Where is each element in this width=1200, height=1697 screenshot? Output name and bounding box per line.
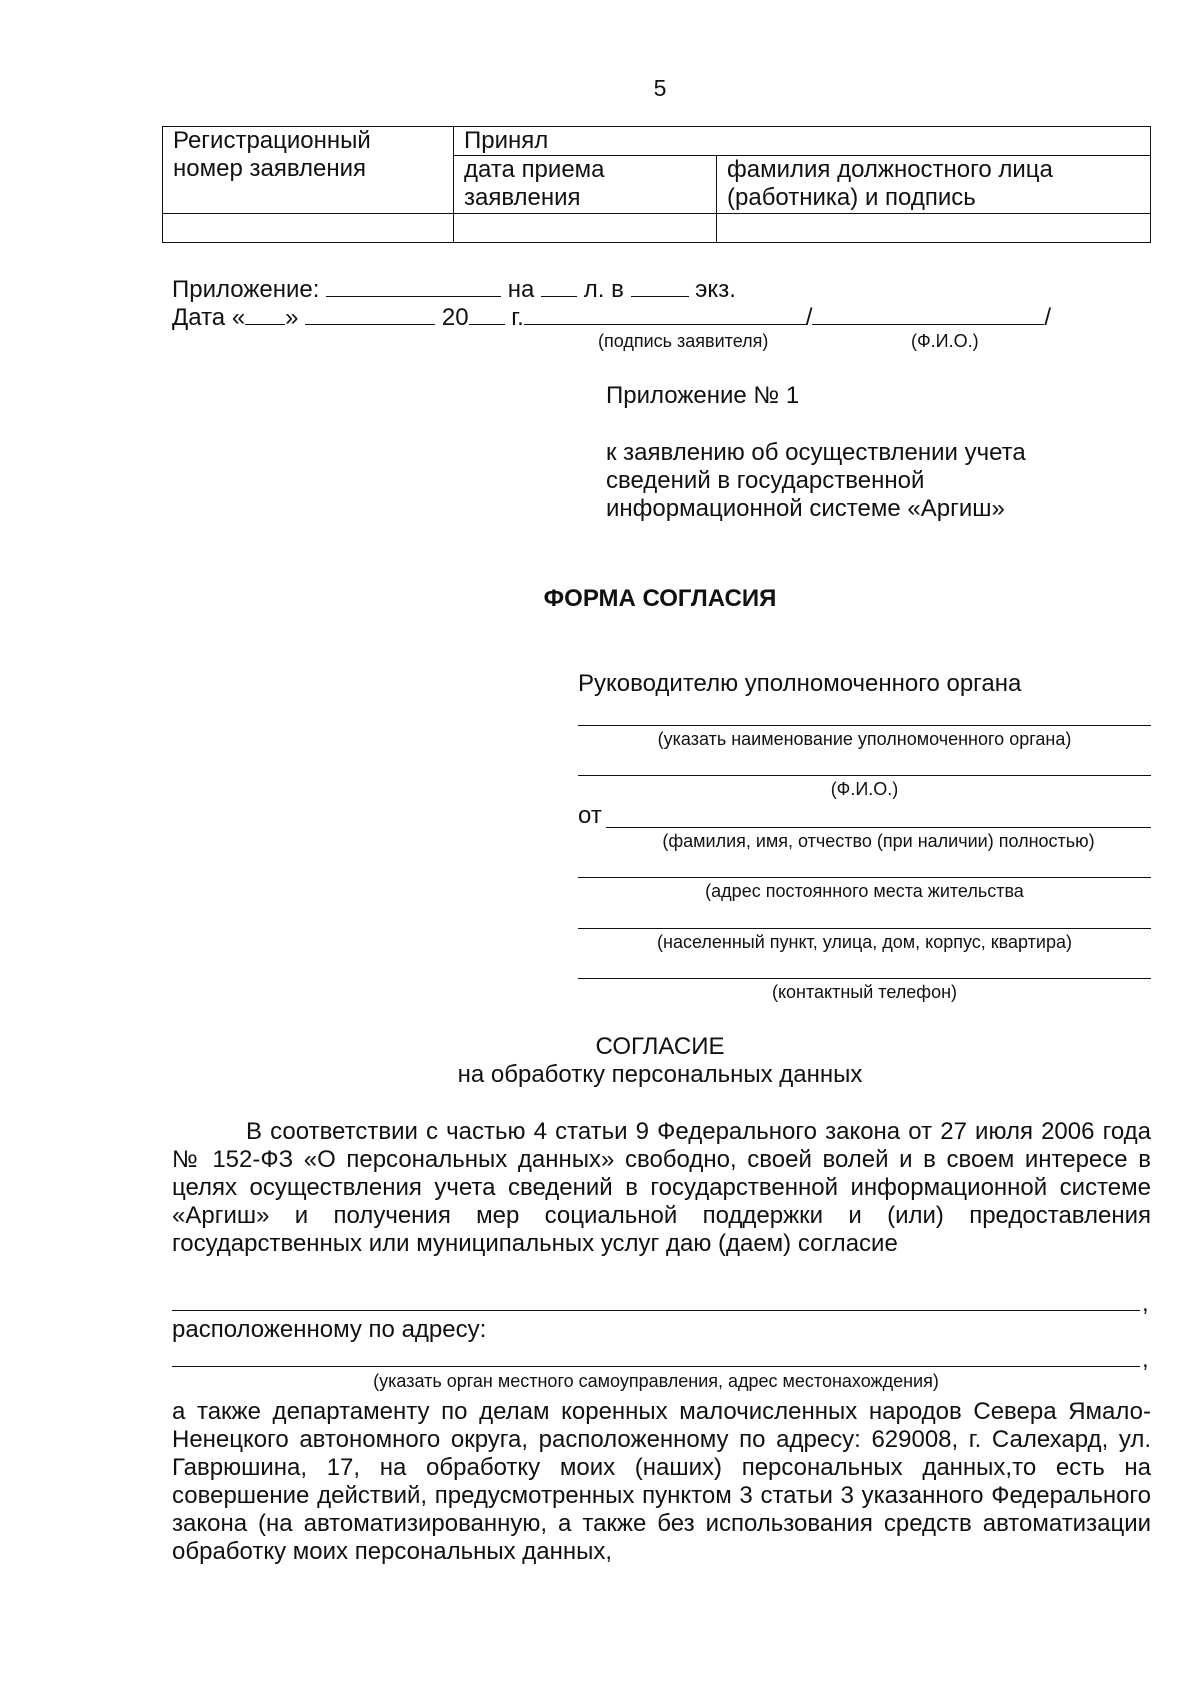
reg-number-label: Регистрационный номер заявления: [163, 127, 454, 214]
page-number: 5: [653, 75, 667, 101]
organ-address-caption: (указать орган местного самоуправления, адрес местонахождения): [373, 1371, 939, 1391]
date-received-cell[interactable]: [454, 214, 717, 243]
signature-field[interactable]: [524, 302, 806, 325]
month-field[interactable]: [305, 302, 435, 325]
located-label: расположенному по адресу:: [172, 1316, 487, 1343]
registration-table: [162, 126, 1151, 243]
year-field[interactable]: [469, 302, 505, 325]
phone-line[interactable]: [578, 978, 1151, 979]
accepted-label: Принял: [454, 127, 1151, 156]
copies-suffix: экз.: [695, 276, 736, 303]
address-line[interactable]: [578, 877, 1151, 878]
organ-address-line[interactable]: [172, 1366, 1140, 1367]
slash-2: /: [1044, 304, 1052, 331]
date-close: »: [285, 304, 299, 331]
address-caption: (адрес постоянного места жительства: [705, 881, 1024, 901]
copies-field[interactable]: [631, 274, 689, 297]
reg-number-cell[interactable]: [163, 214, 454, 243]
slash-1: /: [805, 304, 813, 331]
form-title: ФОРМА СОГЛАСИЯ: [543, 585, 777, 612]
organ-name-caption: (указать наименование уполномоченного органа): [657, 729, 1072, 749]
appendix-subtitle: к заявлению об осуществлении учета сведений в государственной информационной системе «Аргиш»: [606, 439, 1026, 522]
fio-caption: (Ф.И.О.): [911, 331, 979, 351]
date-signature-line: [172, 302, 1172, 332]
addressee-head: Руководителю уполномоченного органа: [578, 670, 1022, 697]
consent-subtitle: на обработку персональных данных: [457, 1061, 863, 1088]
attachment-line: [172, 274, 1172, 304]
fullname-caption: (фамилия, имя, отчество (при наличии) полностью): [662, 831, 1095, 851]
locality-caption: (населенный пункт, улица, дом, корпус, квартира): [657, 932, 1072, 952]
signature-caption: (подпись заявителя): [598, 331, 769, 351]
applicant-name-line[interactable]: [606, 827, 1151, 828]
organ-name-line[interactable]: [578, 725, 1151, 726]
pages-field[interactable]: [541, 274, 577, 297]
date-received-label: дата приема заявления: [454, 156, 717, 214]
appendix-title: Приложение № 1: [606, 382, 800, 409]
year-suffix: г.: [511, 304, 524, 331]
locality-line[interactable]: [578, 928, 1151, 929]
recipient-comma: ,: [1142, 1290, 1149, 1317]
attachment-field[interactable]: [326, 274, 501, 297]
day-field[interactable]: [245, 302, 285, 325]
head-fio-line[interactable]: [578, 775, 1151, 776]
year-prefix: 20: [441, 304, 469, 331]
consent-title: СОГЛАСИЕ: [595, 1033, 725, 1060]
fio-field[interactable]: [812, 302, 1044, 325]
attachment-on-label: на: [507, 276, 535, 303]
consent-paragraph-1: В соответствии с частью 4 статьи 9 Федерального закона от 27 июля 2006 года № 152-ФЗ «О персональных данных» свободно, своей волей и в своем интересе в целях осуществления учета сведений в государственной информационной системе «Аргиш» и получения мер социальной поддержки и (или) предоставления государственных или муниципальных услуг даю (даем) согласие: [172, 1118, 1151, 1257]
recipient-line[interactable]: [172, 1310, 1140, 1311]
date-label: Дата «: [172, 304, 246, 331]
attachment-label: Приложение:: [172, 276, 320, 303]
official-cell[interactable]: [717, 214, 1151, 243]
consent-paragraph-2: а также департаменту по делам коренных малочисленных народов Севера Ямало-Ненецкого автономного округа, расположенному по адресу: 629008, г. Салехард, ул. Гаврюшина, 17, на обработку моих (наших) персональных данных,то есть на совершение действий, предусмотренных пунктом 3 статьи 3 указанного Федерального закона (на автоматизированную, а также без использования средств автоматизации обработку моих персональных данных,: [172, 1398, 1151, 1565]
organ-address-comma: ,: [1142, 1346, 1149, 1373]
from-label: от: [578, 802, 602, 829]
head-fio-caption: (Ф.И.О.): [830, 779, 899, 799]
pages-suffix: л. в: [583, 276, 624, 303]
official-label: фамилия должностного лица (работника) и подпись: [717, 156, 1151, 214]
phone-caption: (контактный телефон): [771, 982, 958, 1002]
